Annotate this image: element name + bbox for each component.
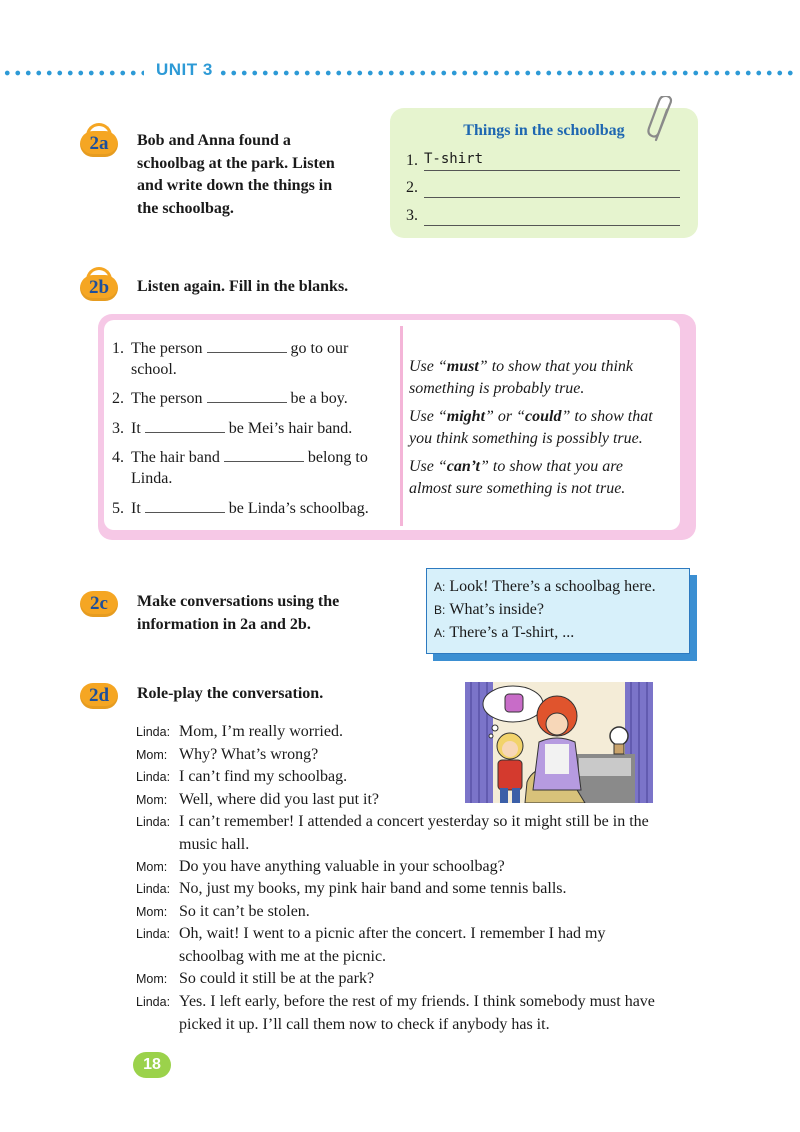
dialogue-line: Well, where did you last put it? [179, 791, 379, 808]
note-cant: Use “can’t” to show that you are almost sure something is not true. [409, 458, 626, 497]
note-might-could: Use “might” or “could” to show that you think something is possibly true. [409, 408, 653, 447]
dialogue-speaker: Mom: [136, 905, 168, 919]
dialogue-speaker: Mom: [136, 748, 168, 762]
page-number-badge: 18 [133, 1052, 171, 1078]
note-must: Use “must” to show that you think something is probably true. [409, 358, 634, 397]
section-2b-instruction: Listen again. Fill in the blanks. [137, 278, 349, 295]
dialogue-line: So it can’t be stolen. [179, 903, 310, 920]
linda-and-mom-illustration [465, 682, 653, 803]
blank-item-4: 4. The hair band belong to Linda. [112, 449, 368, 487]
dialogue-speaker: Linda: [136, 815, 171, 829]
example-line-2: B: What’s inside? [434, 601, 544, 618]
fill-blank-3[interactable] [145, 420, 225, 433]
dialogue-line: Do you have anything valuable in your schoolbag? [179, 858, 505, 875]
blank-item-5: 5. It be Linda’s schoolbag. [112, 500, 369, 517]
unit-title: UNIT 3 [156, 60, 213, 79]
section-2b-badge: 2b [80, 275, 118, 301]
card-title: Things in the schoolbag [463, 122, 625, 139]
item-line-1: 1. T-shirt [406, 152, 418, 170]
dialogue-line: Why? What’s wrong? [179, 746, 319, 763]
answer-blank-2[interactable] [424, 197, 680, 198]
dialogue-speaker: Linda: [136, 725, 171, 739]
dialogue-speaker: Linda: [136, 770, 171, 784]
blank-item-2: 2. The person be a boy. [112, 390, 348, 407]
paperclip-icon [646, 96, 680, 146]
dialogue-line: So could it still be at the park? [179, 970, 375, 987]
section-2c-badge: 2c [80, 591, 118, 617]
dialogue-line: Mom, I’m really worried. [179, 723, 343, 740]
answer-blank-1[interactable] [424, 170, 680, 171]
dialogue-speaker: Mom: [136, 972, 168, 986]
blank-item-1: 1. The person go to our school. [112, 340, 349, 378]
section-2d-instruction: Role-play the conversation. [137, 685, 324, 702]
dialogue-line: I can’t remember! I attended a concert yesterday so it might still be in the music hall. [179, 813, 649, 853]
dialogue-line: I can’t find my schoolbag. [179, 768, 348, 785]
item-line-2: 2. [406, 179, 418, 197]
dialogue-speaker: Linda: [136, 995, 171, 1009]
example-line-3: A: There’s a T-shirt, ... [434, 624, 575, 641]
dialogue-line: Oh, wait! I went to a picnic after the concert. I remember I had my schoolbag with me at the picnic. [179, 925, 606, 965]
section-2d-badge: 2d [80, 683, 118, 709]
section-2a-instruction: Bob and Anna found a schoolbag at the park. Listen and write down the things in the schoolbag. [137, 132, 335, 217]
dialogue-speaker: Linda: [136, 927, 171, 941]
dialogue-line: No, just my books, my pink hair band and some tennis balls. [179, 880, 567, 897]
answer-blank-3[interactable] [424, 225, 680, 226]
example-line-1: A: Look! There’s a schoolbag here. [434, 578, 656, 595]
blank-item-3: 3. It be Mei’s hair band. [112, 420, 353, 437]
dialogue-speaker: Mom: [136, 860, 168, 874]
fill-blank-4[interactable] [224, 449, 304, 462]
section-2a-badge: 2a [80, 131, 118, 157]
section-2c-instruction: Make conversations using the information in 2a and 2b. [137, 593, 340, 633]
fill-blank-2[interactable] [207, 390, 287, 403]
fill-blank-5[interactable] [145, 500, 225, 513]
header-dots-left [2, 70, 144, 76]
item-answer-1[interactable]: T-shirt [424, 151, 484, 167]
fill-blank-1[interactable] [207, 340, 287, 353]
dialogue-speaker: Linda: [136, 882, 171, 896]
dialogue-speaker: Mom: [136, 793, 168, 807]
item-line-3: 3. [406, 207, 418, 225]
dialogue-line: Yes. I left early, before the rest of my friends. I think somebody must have picked it up. I’ll call them now to check if anybody has it. [179, 993, 655, 1033]
header-dots-right [218, 70, 798, 76]
